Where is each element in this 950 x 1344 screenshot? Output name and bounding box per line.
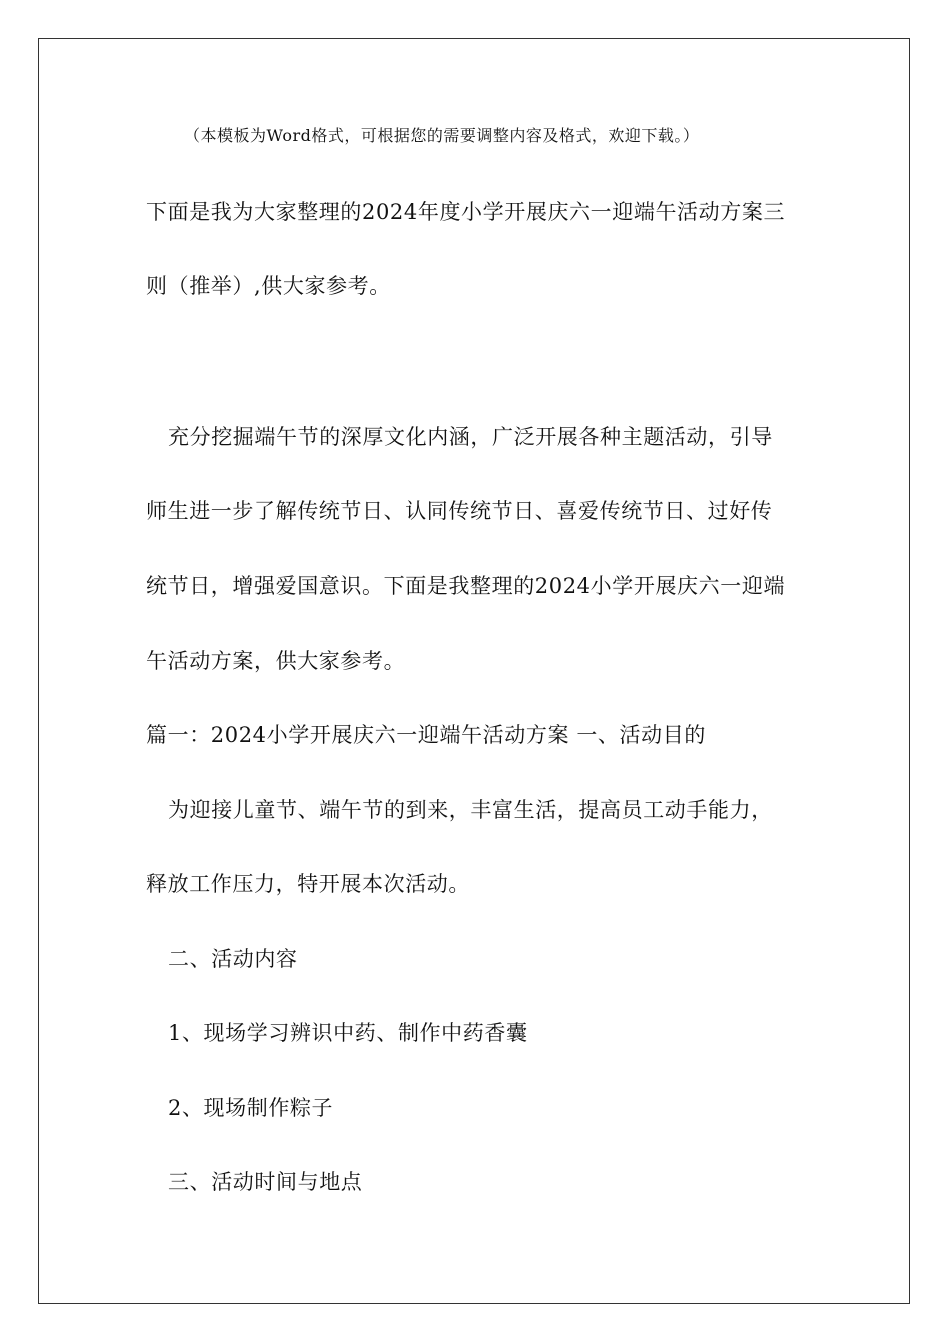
purpose-line-1: 为迎接儿童节、端午节的到来，丰富生活，提高员工动手能力， (168, 798, 773, 822)
intro-line-1: 下面是我为大家整理的2024年度小学开展庆六一迎端午活动方案三 (146, 200, 786, 224)
paragraph-line-4: 午活动方案，供大家参考。 (146, 649, 406, 673)
template-note: （本模板为Word格式，可根据您的需要调整内容及格式，欢迎下载。） (184, 126, 700, 145)
time-location-heading: 三、活动时间与地点 (168, 1170, 363, 1194)
intro-line-2: 则（推举）,供大家参考。 (146, 274, 391, 298)
section-heading: 篇一：2024小学开展庆六一迎端午活动方案 一、活动目的 (146, 723, 706, 747)
content-item-2: 2、现场制作粽子 (168, 1096, 334, 1120)
content-item-1: 1、现场学习辨识中药、制作中药香囊 (168, 1021, 528, 1045)
purpose-line-2: 释放工作压力，特开展本次活动。 (146, 872, 470, 896)
paragraph-line-3: 统节日，增强爱国意识。下面是我整理的2024小学开展庆六一迎端 (146, 574, 786, 598)
paragraph-line-2: 师生进一步了解传统节日、认同传统节日、喜爱传统节日、过好传 (146, 499, 773, 523)
content-heading: 二、活动内容 (168, 947, 298, 971)
paragraph-line-1: 充分挖掘端午节的深厚文化内涵，广泛开展各种主题活动，引导 (168, 425, 773, 449)
